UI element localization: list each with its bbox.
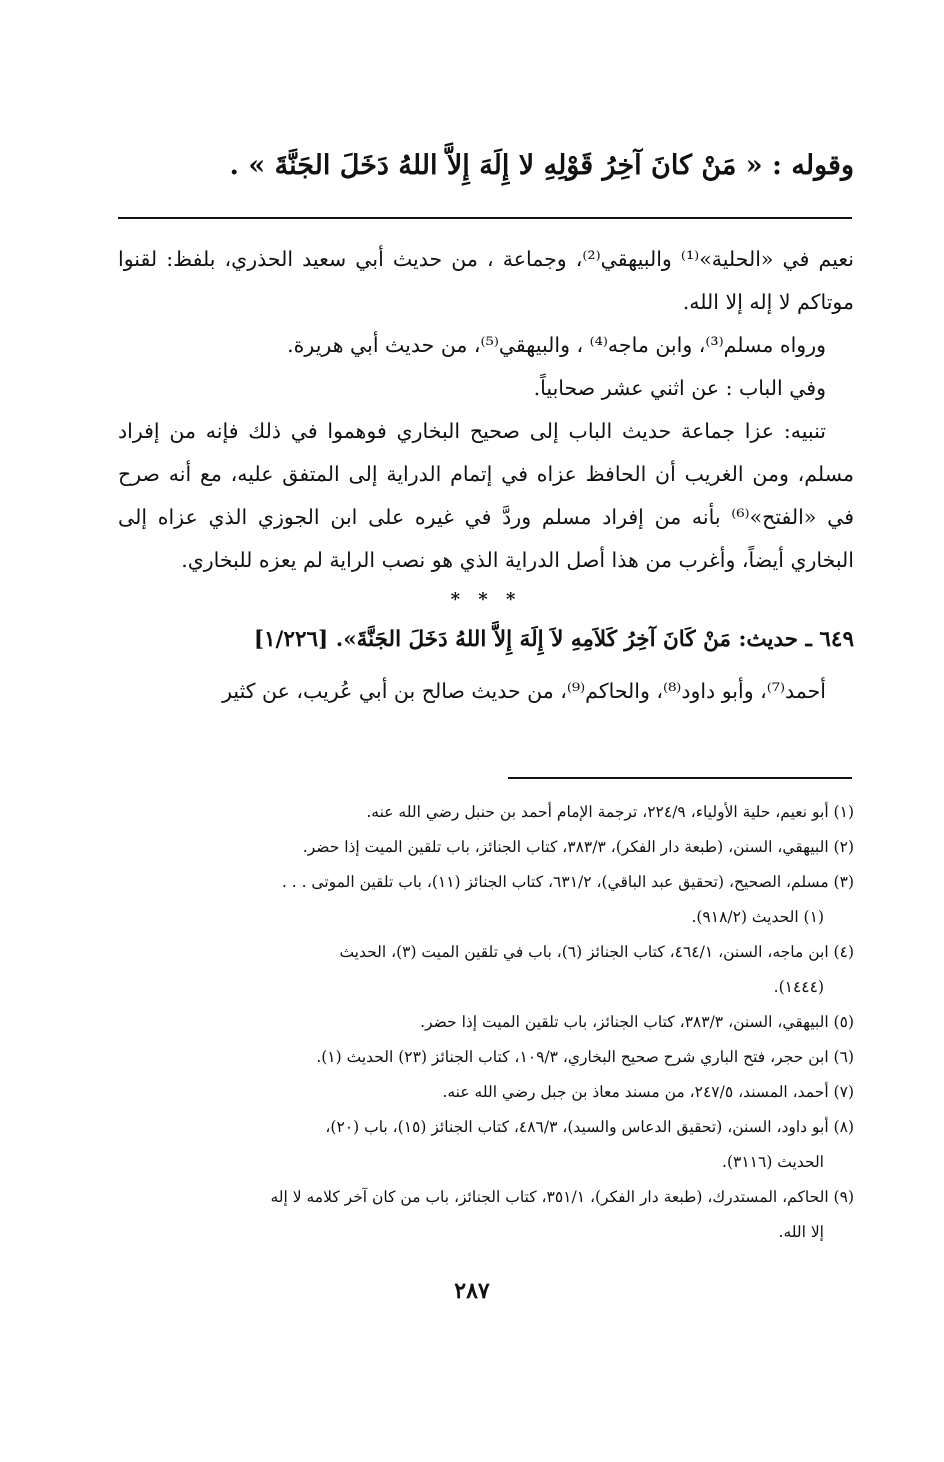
paragraph-2: ورواه مسلم⁽³⁾، وابن ماجه⁽⁴⁾ ، والبيهقي⁽⁵⁾، من حديث أبي هريرة. [287,333,826,357]
footnote-5: (٥) البيهقي، السنن، ٣٨٣/٣، كتاب الجنائز، باب تلقين الميت إذا حضر. [420,1013,854,1031]
footnote-8: (٨) أبو داود، السنن، (تحقيق الدعاس والسيد)، ٤٨٦/٣، كتاب الجنائز (١٥)، باب (٢٠)، [325,1118,854,1136]
footnote-8-continued: الحديث (٣١١٦). [722,1153,824,1171]
hadith-heading: ٦٤٩ ـ حديث: مَنْ كَانَ آخِرُ كَلاَمِهِ لاَ إِلَهَ إِلاَّ اللهُ دَخَلَ الجَنَّةَ». [١/٢٢٦] [253,627,854,652]
footnote-6: (٦) ابن حجر، فتح الباري شرح صحيح البخاري، ١٠٩/٣، كتاب الجنائز (٢٣) الحديث (١). [316,1048,854,1066]
footnote-1: (١) أبو نعيم، حلية الأولياء، ٢٢٤/٩، ترجمة الإمام أحمد بن حنبل رضي الله عنه. [366,803,854,821]
footnote-3: (٣) مسلم، الصحيح، (تحقيق عبد الباقي)، ٦٣١/٢، كتاب الجنائز (١١)، باب تلقين الموتى . . . [281,873,854,891]
footnote-rule [508,777,852,779]
footnote-3-continued: (١) الحديث (٩١٨/٢). [691,908,824,926]
running-header: وقوله : « مَنْ كانَ آخِرُ قَوْلِهِ لا إِلَهَ إِلاَّ اللهُ دَخَلَ الجَنَّةَ » . [229,150,854,181]
paragraph-4-note: تنبيه: عزا جماعة حديث الباب إلى صحيح البخاري فوهموا في ذلك فإنه من إفراد مسلم، ومن الغريب أن الحافظ عزاه في إتمام الدراية إلى المتفق عليه، مع أنه صرح في «الفتح»⁽⁶⁾ بأنه من إفراد مسلم وردَّ في غيره على ابن الجوزي الذي عزاه إلى البخاري أيضاً، وأغرب من هذا أصل الدراية الذي هو نصب الراية لم يعزه للبخاري. [118,419,854,572]
footnote-4: (٤) ابن ماجه، السنن، ٤٦٤/١، كتاب الجنائز (٦)، باب في تلقين الميت (٣)، الحديث [339,943,854,961]
footnote-4-continued: (١٤٤٤). [773,978,824,996]
paragraph-1: نعيم في «الحلية»⁽¹⁾ والبيهقي⁽²⁾، وجماعة ، من حديث أبي سعيد الحذري، بلفظ: لقنوا موتاكم لا إله إلا الله. [118,247,854,314]
main-text [118,238,854,713]
paragraph-3: وفي الباب : عن اثني عشر صحابياً. [533,376,826,400]
footnote-7: (٧) أحمد، المسند، ٢٤٧/٥، من مسند معاذ بن جبل رضي الله عنه. [442,1083,854,1101]
footnotes [118,795,854,1250]
footnote-9: (٩) الحاكم، المستدرك، (طبعة دار الفكر)، ٣٥١/١، كتاب الجنائز، باب من كان آخر كلامه لا إله [270,1188,854,1206]
page-number: ٢٨٧ [454,1278,490,1304]
paragraph-5: أحمد⁽⁷⁾، وأبو داود⁽⁸⁾، والحاكم⁽⁹⁾، من حديث صالح بن أبي عُريب، عن كثير [222,679,826,703]
header-rule [118,217,852,219]
footnote-9-continued: إلا الله. [778,1223,824,1241]
section-separator: * * * [450,589,522,610]
footnote-2: (٢) البيهقي، السنن، (طبعة دار الفكر)، ٣٨٣/٣، كتاب الجنائز، باب تلقين الميت إذا حضر. [302,838,854,856]
